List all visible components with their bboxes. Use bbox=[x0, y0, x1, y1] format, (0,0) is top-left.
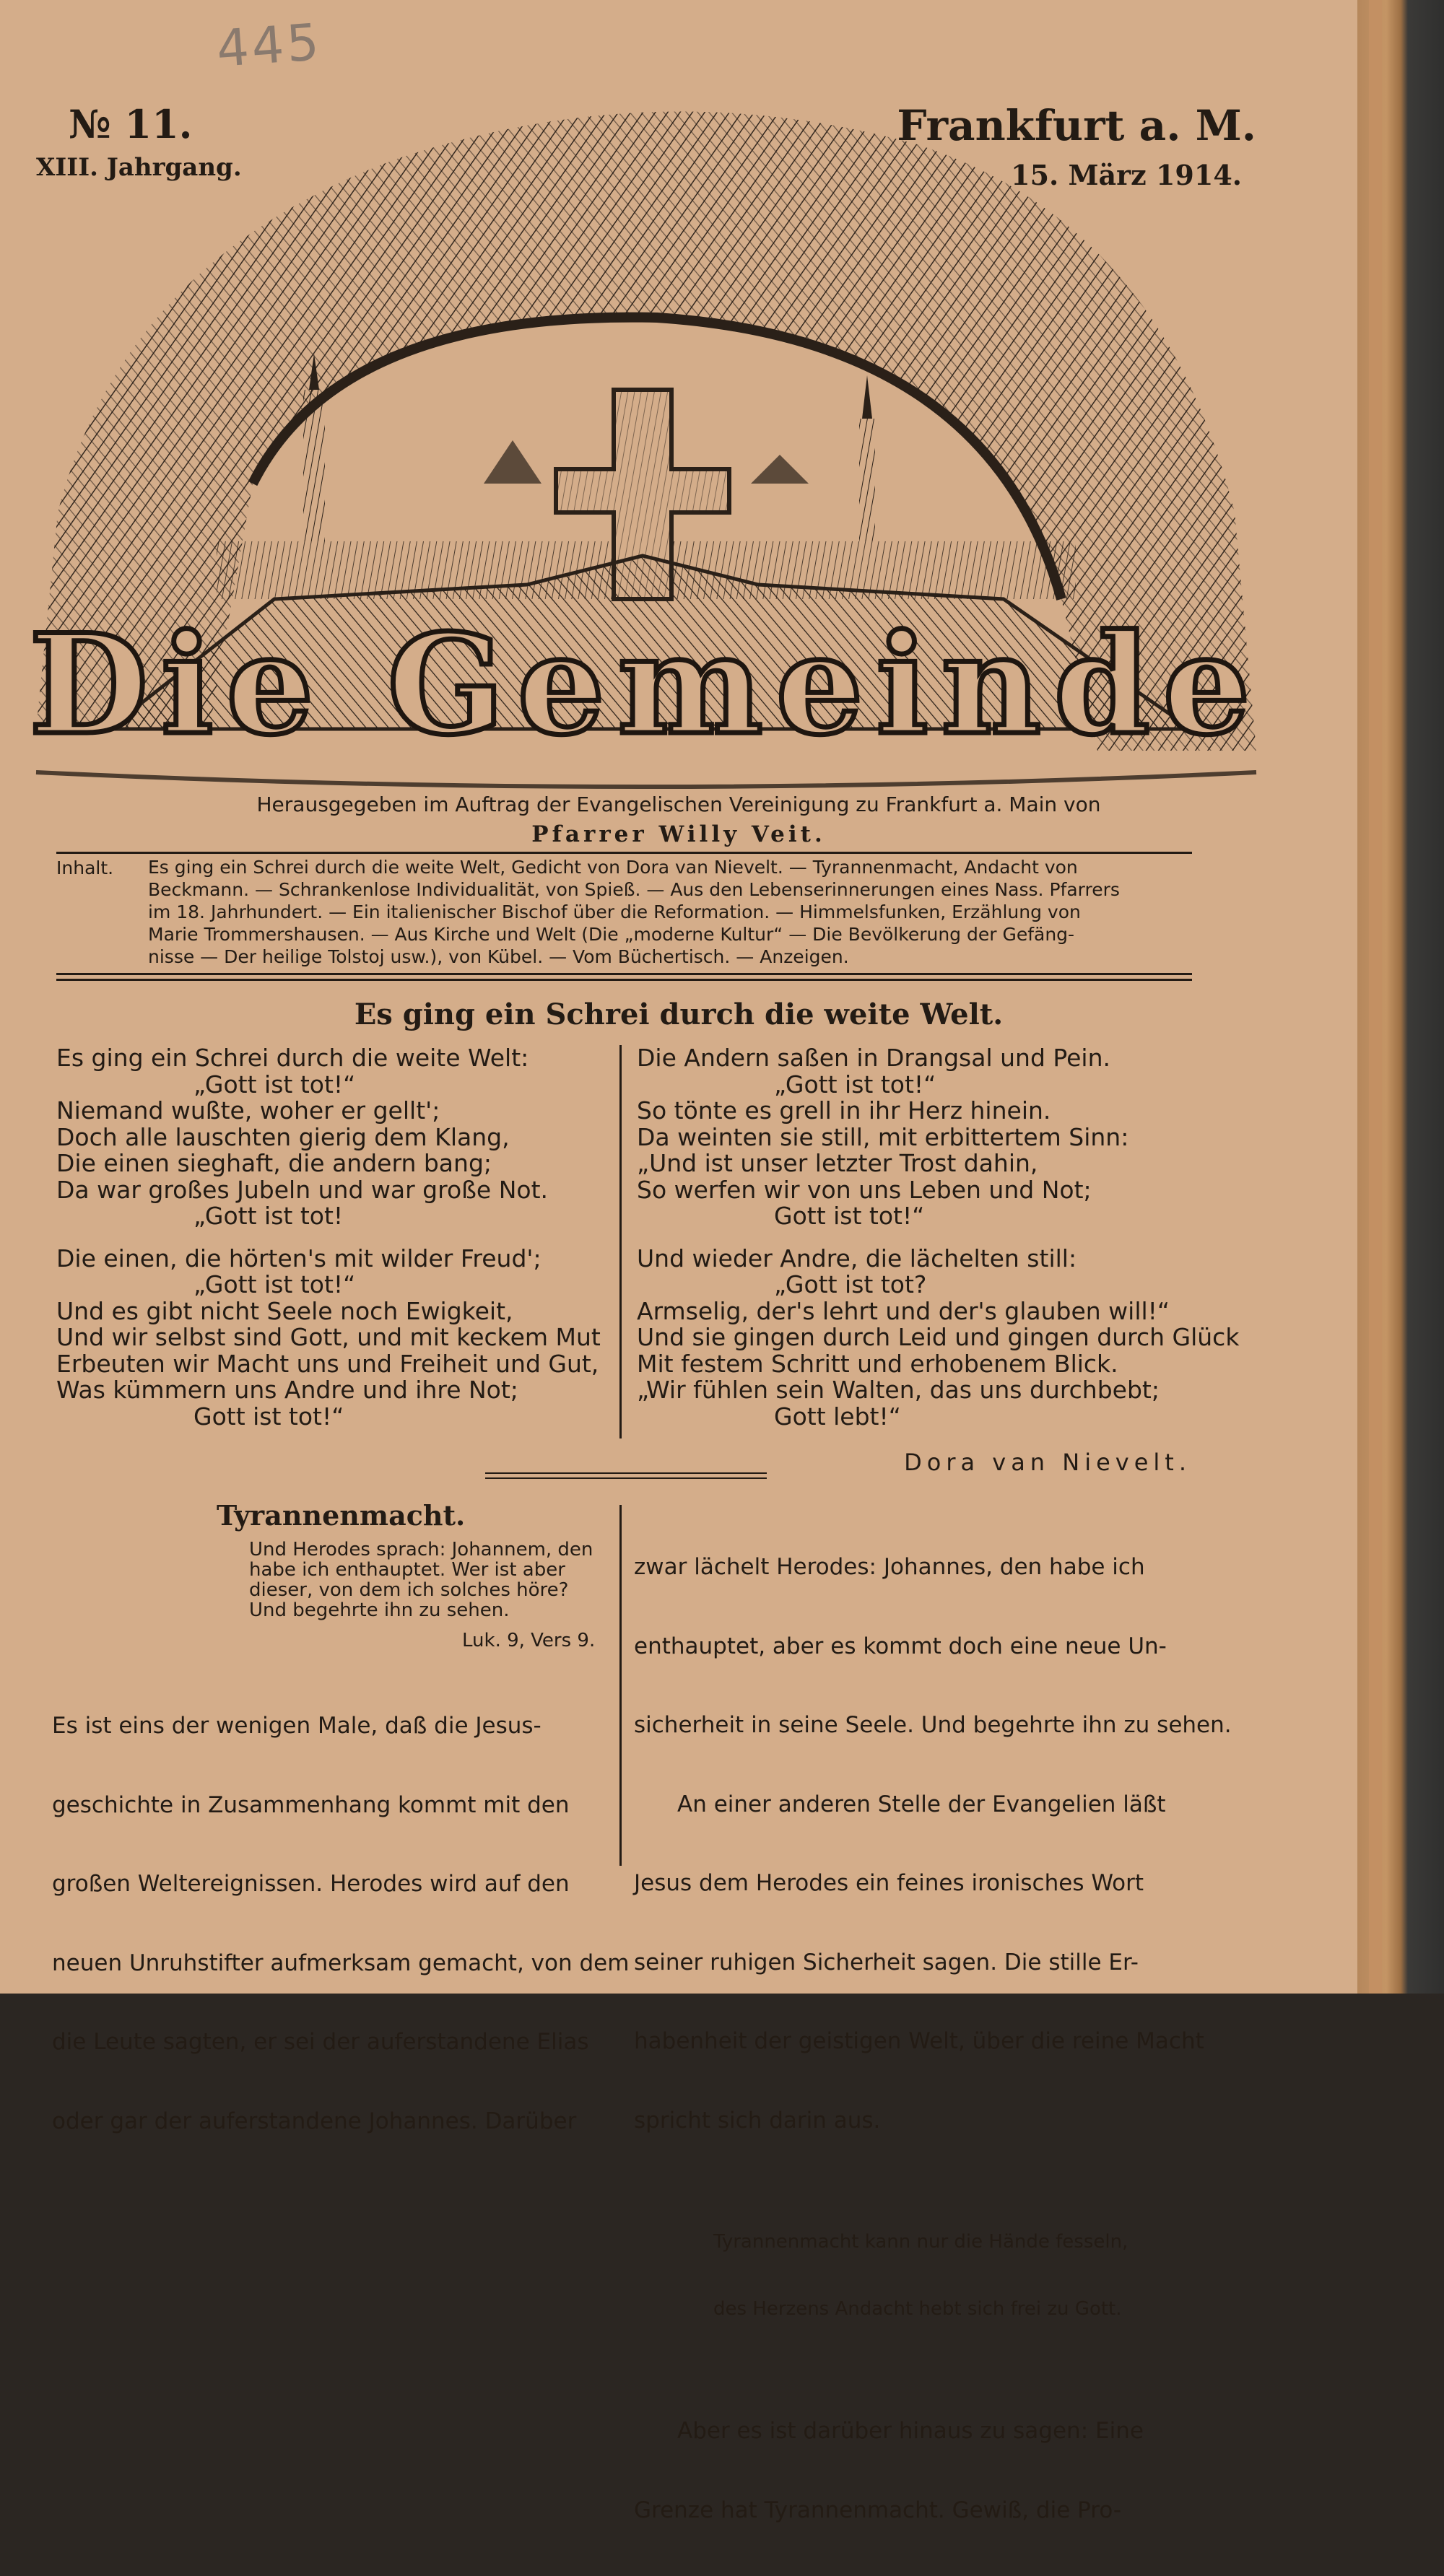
poem-line: Niemand wußte, woher er gellt'; bbox=[56, 1096, 440, 1125]
poem-line: Und wir selbst sind Gott, und mit keckem Mut bbox=[56, 1323, 601, 1351]
article-left-paragraph bbox=[52, 1660, 630, 2187]
publisher-line: Herausgegeben im Auftrag der Evangelischen Vereinigung zu Frankfurt a. Main von bbox=[256, 793, 1101, 816]
poem-line: Armselig, der's lehrt und der's glauben will!“ bbox=[637, 1296, 1170, 1325]
divider-contents-2 bbox=[56, 979, 1192, 981]
divider-contents-1 bbox=[56, 973, 1192, 975]
article-line: seiner ruhigen Sicherheit sagen. Die stille Er- bbox=[634, 1949, 1139, 1975]
contents-line: im 18. Jahrhundert. — Ein italienischer Bischof über die Reformation. — Himmelsfunken, Erzählung von bbox=[148, 901, 1081, 922]
quote-line: des Herzens Andacht hebt sich frei zu Gott. bbox=[713, 2298, 1122, 2320]
article-line: neuen Unruhstifter aufmerksam gemacht, von dem bbox=[52, 1950, 630, 1976]
article-line: An einer anderen Stelle der Evangelien läßt bbox=[677, 1791, 1166, 1817]
poem-left-column bbox=[56, 1045, 612, 1430]
article-line: Es ist eins der wenigen Male, daß die Jesus- bbox=[52, 1713, 542, 1739]
contents-line: Marie Trommershausen. — Aus Kirche und Welt (Die „moderne Kultur“ — Die Bevölkerung der Gefäng- bbox=[148, 924, 1075, 945]
contents-line: Beckmann. — Schrankenlose Individualität, von Spieß. — Aus den Lebenserinnerungen eines Nass. Pfarrers bbox=[148, 879, 1120, 900]
poem-line: „Gott ist tot!“ bbox=[193, 1270, 356, 1298]
poem-line: Mit festem Schritt und erhobenem Blick. bbox=[637, 1349, 1118, 1378]
article-line: enthauptet, aber es kommt doch eine neue Un- bbox=[634, 1633, 1167, 1659]
contents-line: nisse — Der heilige Tolstoj usw.), von Kübel. — Vom Büchertisch. — Anzeigen. bbox=[148, 946, 849, 967]
date-label: 15. März 1914. bbox=[1011, 159, 1242, 191]
poem-right-column bbox=[637, 1044, 1240, 1431]
poem-line: Gott ist tot!“ bbox=[774, 1202, 925, 1230]
poem-line: Erbeuten wir Macht uns und Freiheit und Gut, bbox=[56, 1349, 599, 1378]
article-line: Jesus dem Herodes ein feines ironisches Wort bbox=[634, 1870, 1144, 1896]
poem-stanza bbox=[637, 1045, 1200, 1230]
section-divider-2 bbox=[485, 1477, 767, 1479]
poem-line: Die einen sieghaft, die andern bang; bbox=[56, 1149, 492, 1177]
poem-line: Und es gibt nicht Seele noch Ewigkeit, bbox=[56, 1296, 513, 1325]
poem-line: Und sie gingen durch Leid und gingen durch Glück bbox=[637, 1323, 1240, 1351]
poem-line: „Gott ist tot!“ bbox=[774, 1070, 936, 1099]
poem-line: Die einen, die hörten's mit wilder Freud'; bbox=[56, 1244, 542, 1272]
article-line: großen Weltereignissen. Herodes wird auf den bbox=[52, 1871, 570, 1897]
poem-line: Es ging ein Schrei durch die weite Welt: bbox=[56, 1044, 529, 1072]
article-line: geschichte in Zusammenhang kommt mit den bbox=[52, 1791, 570, 1818]
poem-line: „Gott ist tot? bbox=[774, 1270, 927, 1298]
poem-line: Da war großes Jubeln und war große Not. bbox=[56, 1175, 549, 1204]
article-quote bbox=[634, 2186, 1197, 2365]
editor-line: Pfarrer Willy Veit. bbox=[531, 821, 826, 847]
quote-line: Tyrannenmacht kann nur die Hände fesseln, bbox=[713, 2231, 1128, 2253]
poem-line: Da weinten sie still, mit erbittertem Sinn: bbox=[637, 1122, 1129, 1151]
poem-line: Die Andern saßen in Drangsal und Pein. bbox=[637, 1044, 1110, 1072]
pencil-marginalia: 445 bbox=[214, 12, 324, 79]
article-right-column bbox=[634, 1501, 1232, 2576]
poem-line: So tönte es grell in ihr Herz hinein. bbox=[637, 1096, 1051, 1125]
poem-line: „Und ist unser letzter Trost dahin, bbox=[637, 1149, 1038, 1177]
contents-label: Inhalt. bbox=[56, 857, 114, 878]
poem-title: Es ging ein Schrei durch die weite Welt. bbox=[354, 997, 1004, 1031]
poem-line: „Gott ist tot!“ bbox=[193, 1070, 356, 1099]
poem-line: Gott lebt!“ bbox=[774, 1402, 901, 1431]
article-line: zwar lächelt Herodes: Johannes, den habe ich bbox=[634, 1554, 1145, 1580]
poem-stanza bbox=[637, 1244, 1240, 1431]
poem-line: So werfen wir von uns Leben und Not; bbox=[637, 1175, 1092, 1204]
poem-column-rule bbox=[619, 1045, 622, 1438]
article-column-rule bbox=[619, 1505, 622, 1866]
article-line: Aber es ist darüber hinaus zu sagen: Eine bbox=[677, 2418, 1144, 2444]
divider-top bbox=[56, 852, 1192, 854]
poem-line: Gott ist tot!“ bbox=[193, 1402, 344, 1431]
article-title: Tyrannenmacht. bbox=[217, 1499, 466, 1532]
article-line: habenheit der geistigen Welt, über die reine Macht bbox=[634, 2028, 1204, 2054]
volume-label: XIII. Jahrgang. bbox=[36, 153, 242, 182]
article-line: Grenze hat Tyrannenmacht. Gewiß, die Pro- bbox=[634, 2497, 1122, 2523]
article-line: sicherheit in seine Seele. Und begehrte ihn zu sehen. bbox=[634, 1712, 1232, 1738]
poem-author: Dora van Nievelt. bbox=[904, 1449, 1191, 1476]
article-line: oder gar der auferstandene Johannes. Darüber bbox=[52, 2108, 577, 2134]
contents-text bbox=[148, 856, 1202, 968]
article-line: spricht sich darin aus. bbox=[634, 2107, 881, 2134]
poem-line: Und wieder Andre, die lächelten still: bbox=[637, 1244, 1077, 1272]
masthead-illustration bbox=[29, 79, 1264, 794]
issue-number: № 11. bbox=[69, 101, 193, 147]
poem-stanza bbox=[56, 1246, 612, 1431]
city-label: Frankfurt a. M. bbox=[897, 101, 1256, 150]
section-divider-1 bbox=[485, 1472, 767, 1474]
poem-line: „Gott ist tot! bbox=[193, 1202, 344, 1230]
poem-stanza bbox=[56, 1045, 612, 1230]
poem-line: „Wir fühlen sein Walten, das uns durchbebt; bbox=[637, 1376, 1160, 1404]
contents-line: Es ging ein Schrei durch die weite Welt, Gedicht von Dora van Nievelt. — Tyrannenmacht, Andacht von bbox=[148, 857, 1078, 878]
poem-line: Was kümmern uns Andre und ihre Not; bbox=[56, 1376, 518, 1404]
book-spine-edge bbox=[1369, 0, 1382, 1994]
poem-line: Doch alle lauschten gierig dem Klang, bbox=[56, 1122, 510, 1151]
article-epigraph: Und Herodes sprach: Johannem, den habe ich enthauptet. Wer ist aber dieser, von dem ich solches höre? Und begehrte ihn zu sehen. bbox=[249, 1539, 593, 1621]
epigraph-reference: Luk. 9, Vers 9. bbox=[462, 1630, 596, 1651]
masthead-title: Die Gemeinde bbox=[29, 604, 1264, 765]
article-line: die Leute sagten, er sei der auferstandene Elias bbox=[52, 2029, 589, 2055]
